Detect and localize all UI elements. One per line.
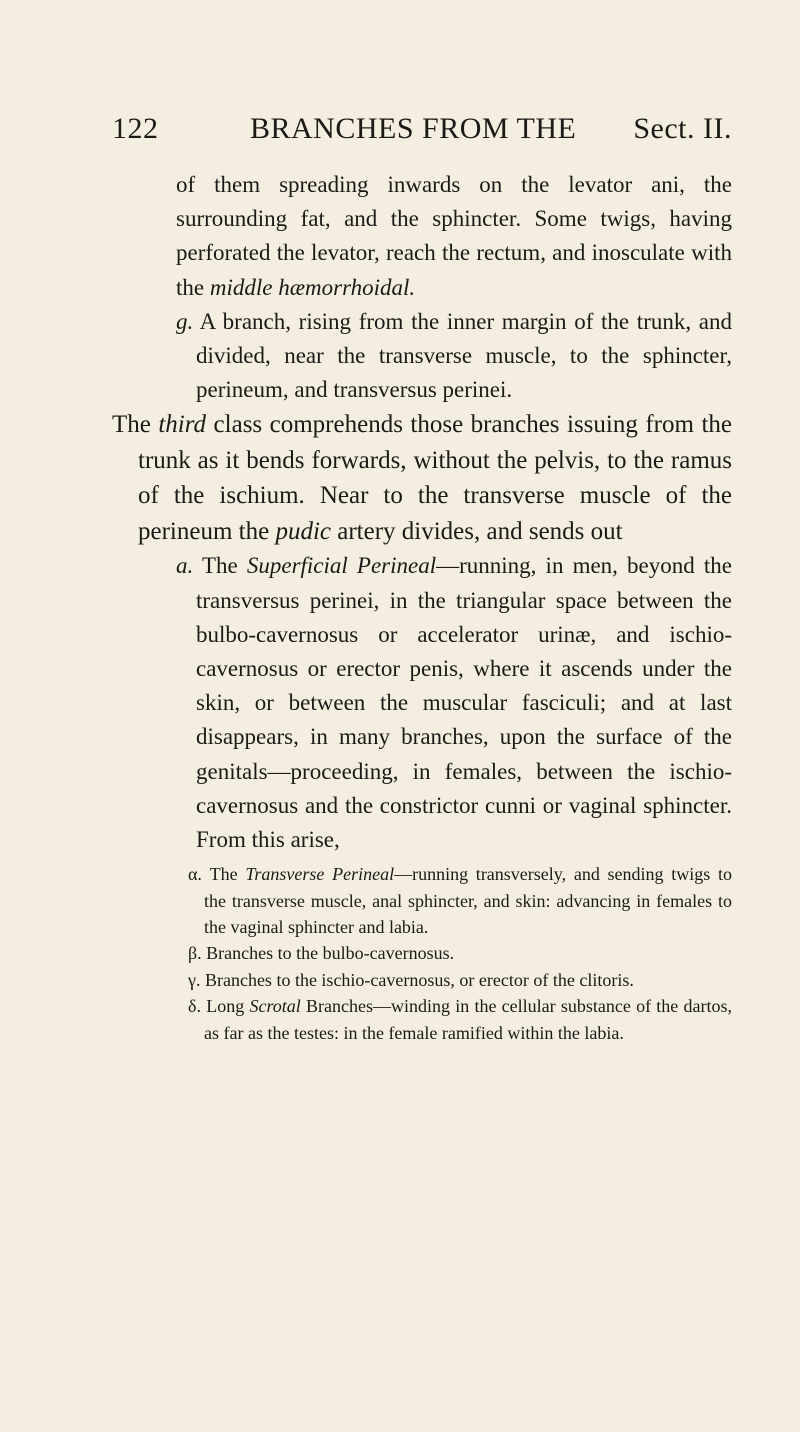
paragraph-text: The bbox=[112, 411, 159, 439]
item-label: α. bbox=[188, 864, 202, 885]
running-header bbox=[112, 112, 732, 152]
note-text: Branches to the bulbo-cavernosus. bbox=[201, 943, 455, 964]
italic-term: Scrotal bbox=[249, 996, 301, 1017]
note-text: Branches—winding in the cellular substance of the dartos, as far as the testes: in the female ramified within the labia. bbox=[204, 996, 733, 1043]
paragraph-text: —running, in men, beyond the transversus perinei, in the triangular space between the bulbo-cavernosus or accelerator urinæ, and ischio-cavernosus or erector penis, where it ascends under the skin, or between the muscular fasciculi; and at last disappears, in many branches, upon the surface of the genitals—proceeding, in females, between the ischio-cavernosus and the constrictor cunni or vaginal sphincter. From this arise, bbox=[196, 553, 732, 853]
item-label: γ. bbox=[188, 969, 201, 990]
paragraph-text: of them spreading inwards on the levator ani, the surrounding fat, and the sphincter. Some twigs, having perforated the levator, reach the rectum, and inosculate with the bbox=[176, 172, 732, 300]
italic-term: Superficial Perineal bbox=[246, 553, 437, 579]
italic-term: middle hæmorrhoidal. bbox=[209, 274, 416, 300]
page-number: 122 bbox=[112, 112, 159, 145]
note-beta bbox=[112, 940, 732, 966]
item-label: g. bbox=[176, 308, 194, 334]
note-text: The bbox=[201, 864, 246, 885]
paragraph-text: The bbox=[193, 553, 247, 579]
body-text bbox=[112, 168, 732, 1046]
item-label: a. bbox=[176, 553, 194, 579]
note-delta bbox=[112, 993, 732, 1046]
item-label: β. bbox=[188, 943, 202, 964]
paragraph-continuation bbox=[112, 168, 732, 305]
paragraph-text: class comprehends those branches issuing from the trunk as it bends forwards, without the pelvis, to the ramus of the ischium. Near to the transverse muscle of the perineum the bbox=[138, 411, 732, 545]
note-alpha bbox=[112, 861, 732, 940]
note-text: Long bbox=[200, 996, 250, 1017]
paragraph-text: artery divides, and sends out bbox=[331, 517, 623, 545]
item-label: δ. bbox=[188, 996, 201, 1017]
note-text: —running transversely, and sending twigs to the transverse muscle, anal sphincter, and skin: advancing in females to the vaginal sphincter and labia. bbox=[204, 864, 732, 938]
paragraph-a bbox=[112, 549, 732, 857]
sub-branches-list bbox=[112, 861, 732, 1046]
section-label: Sect. II. bbox=[633, 112, 732, 145]
running-title: BRANCHES FROM THE bbox=[250, 112, 577, 145]
paragraph-text: A branch, rising from the inner margin of the trunk, and divided, near the transverse muscle, to the sphincter, perineum, and transversus perinei. bbox=[193, 308, 732, 403]
note-text: Branches to the ischio-cavernosus, or erector of the clitoris. bbox=[200, 969, 634, 990]
italic-term: pudic bbox=[275, 517, 331, 545]
italic-term: Transverse Perineal bbox=[245, 864, 395, 885]
paragraph-third-class bbox=[112, 407, 732, 549]
note-gamma bbox=[112, 967, 732, 993]
italic-term: third bbox=[158, 411, 207, 439]
paragraph-g bbox=[112, 305, 732, 408]
